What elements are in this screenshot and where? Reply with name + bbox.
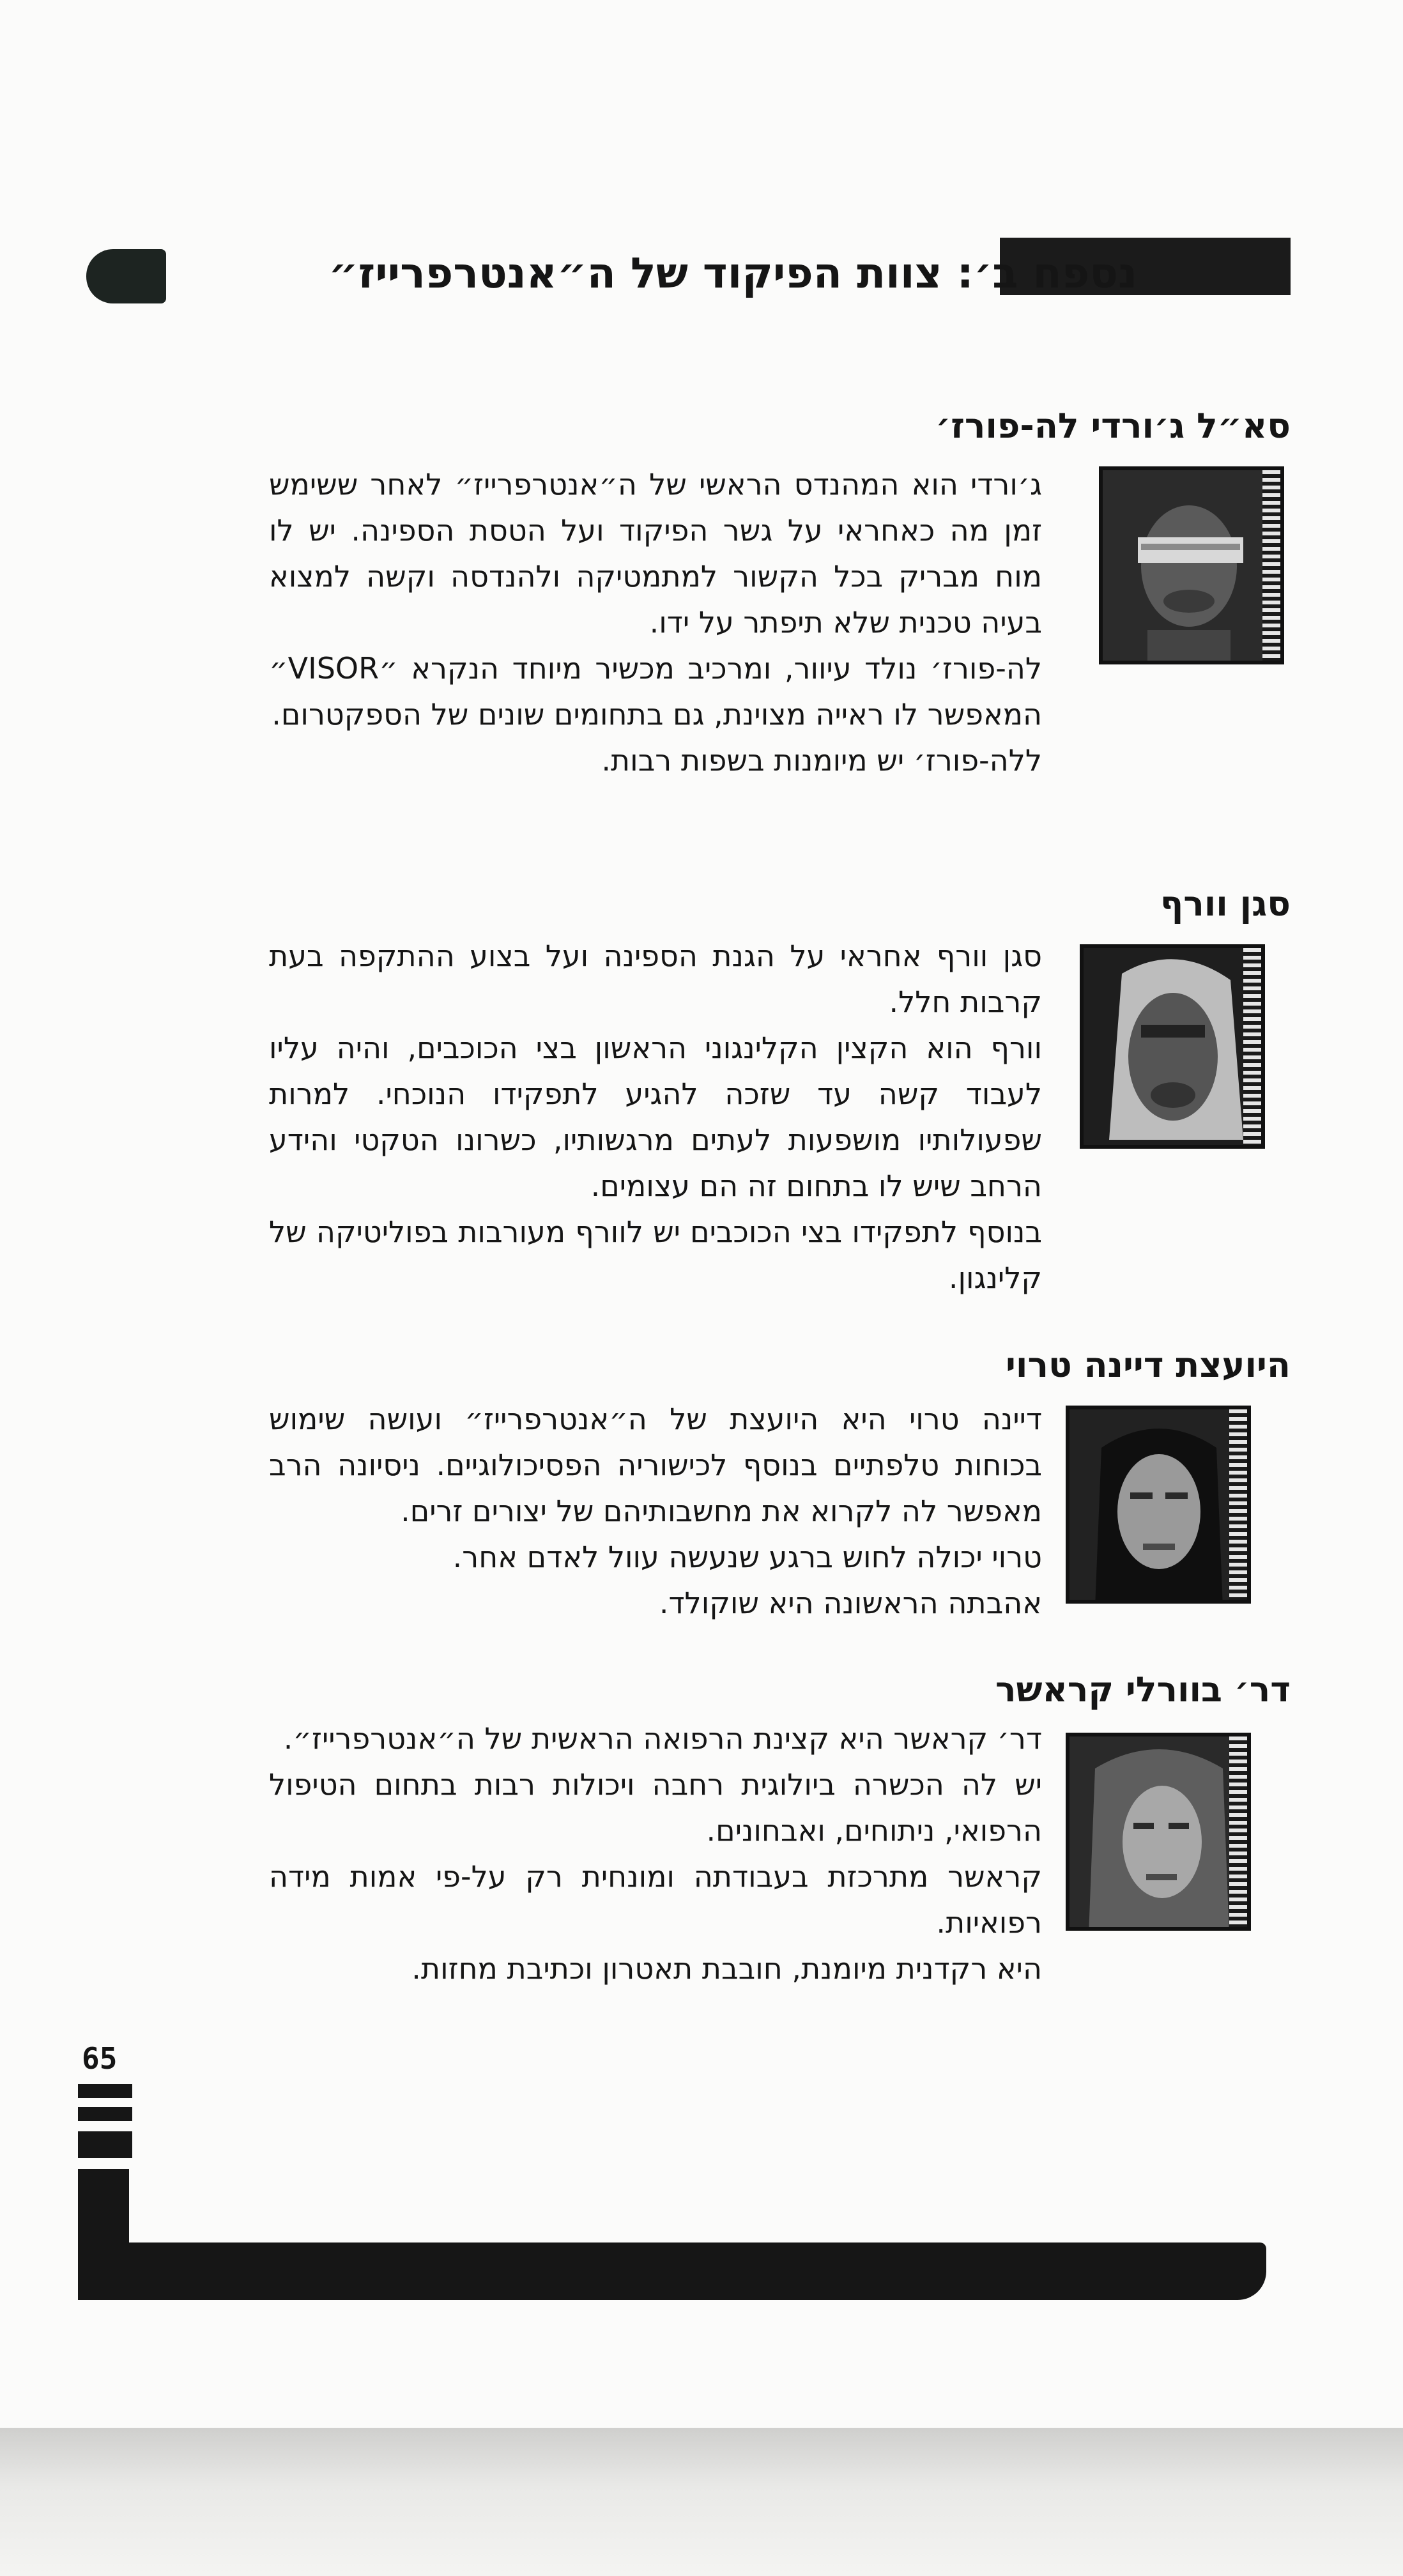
portrait-troi-stripe xyxy=(1229,1409,1247,1600)
section-body-troi xyxy=(269,1396,1042,1626)
troi-paragraph-1: דיינה טרוי היא היועצת של ה״אנטרפרייז״ ועושה שימוש בכוחות טלפתיים בנוסף לכישוריה הפסיכולוגיים. ניסיונה הרב מאפשר לה לקרוא את מחשבותיהם של יצורים זרים. xyxy=(269,1402,1042,1528)
laforge-paragraph-3: ללה-פורז׳ יש מיומנות בשפות רבות. xyxy=(601,743,1042,778)
portrait-worf xyxy=(1080,944,1265,1149)
troi-paragraph-2: טרוי יכולה לחוש ברגע שנעשה עוול לאדם אחר. xyxy=(452,1540,1042,1574)
section-title-troi: היועצת דיינה טרוי xyxy=(1006,1345,1291,1385)
section-body-laforge xyxy=(269,461,1042,783)
portrait-laforge-stripe xyxy=(1262,470,1280,661)
header-left-bar xyxy=(86,249,166,303)
portrait-crusher xyxy=(1066,1733,1251,1931)
footer-tick-2 xyxy=(78,2107,132,2121)
section-body-worf xyxy=(269,933,1042,1301)
laforge-paragraph-2: לה-פורז׳ נולד עיוור, ומרכיב מכשיר מיוחד הנקרא ״VISOR״ המאפשר לו ראייה מצוינת, גם בתחומים שונים של הספקטרום. xyxy=(269,651,1042,732)
portrait-worf-stripe xyxy=(1243,948,1261,1145)
page-edge-shadow xyxy=(0,2428,1403,2576)
page-number: 65 xyxy=(82,2041,118,2076)
laforge-paragraph-1: ג׳ורדי הוא המהנדס הראשי של ה״אנטרפרייז״ לאחר ששימש זמן מה כאחראי על גשר הפיקוד ועל הטסת הספינה. יש לו מוח מבריק בכל הקשור למתמטיקה ולהנדסה וקשה למצוא בעיה טכנית שלא תיפתר על ידו. xyxy=(269,467,1042,640)
crusher-paragraph-4: היא רקדנית מיומנת, חובבת תאטרון וכתיבת מחזות. xyxy=(411,1951,1042,1986)
footer-horizontal-bar xyxy=(78,2242,1266,2300)
worf-paragraph-2: וורף הוא הקצין הקלינגוני הראשון בצי הכוכבים, והיה עליו לעבוד קשה עד שזכה להגיע לתפקידו הנוכחי. למרות שפעולותיו מושפעות לעתים מרגשותיו, כשרונו הטקטי והידע הרחב שיש לו בתחום זה הם עצומים. xyxy=(269,1031,1042,1203)
crusher-paragraph-1: דר׳ קראשר היא קצינת הרפואה הראשית של ה״אנטרפרייז״. xyxy=(283,1721,1042,1756)
portrait-troi xyxy=(1066,1406,1251,1604)
footer-tick-1 xyxy=(78,2084,132,2098)
worf-paragraph-3: בנוסף לתפקידו בצי הכוכבים יש לוורף מעורבות בפוליטיקה של קלינגון. xyxy=(269,1215,1042,1295)
troi-paragraph-3: אהבתה הראשונה היא שוקולד. xyxy=(659,1586,1042,1620)
footer-tick-3 xyxy=(78,2131,132,2158)
section-title-crusher: דר׳ בוורלי קראשר xyxy=(995,1669,1291,1710)
worf-paragraph-1: סגן וורף אחראי על הגנת הספינה ועל בצוע ההתקפה בעת קרבות חלל. xyxy=(269,939,1042,1019)
crusher-paragraph-3: קראשר מתרכזת בעבודתה ומונחית רק על-פי אמות מידה רפואיות. xyxy=(269,1859,1042,1940)
crusher-paragraph-2: יש לה הכשרה ביולוגית רחבה ויכולות רבות בתחום הטיפול הרפואי, ניתוחים, ואבחונים. xyxy=(269,1767,1042,1848)
portrait-laforge xyxy=(1099,466,1284,664)
appendix-title: נספח ב׳: צוות הפיקוד של ה״אנטרפרייז״ xyxy=(328,249,1137,298)
section-body-crusher xyxy=(269,1715,1042,1991)
section-title-worf: סגן וורף xyxy=(1160,884,1291,924)
portrait-crusher-stripe xyxy=(1229,1736,1247,1927)
section-title-laforge: סא״ל ג׳ורדי לה-פורז׳ xyxy=(935,406,1291,446)
